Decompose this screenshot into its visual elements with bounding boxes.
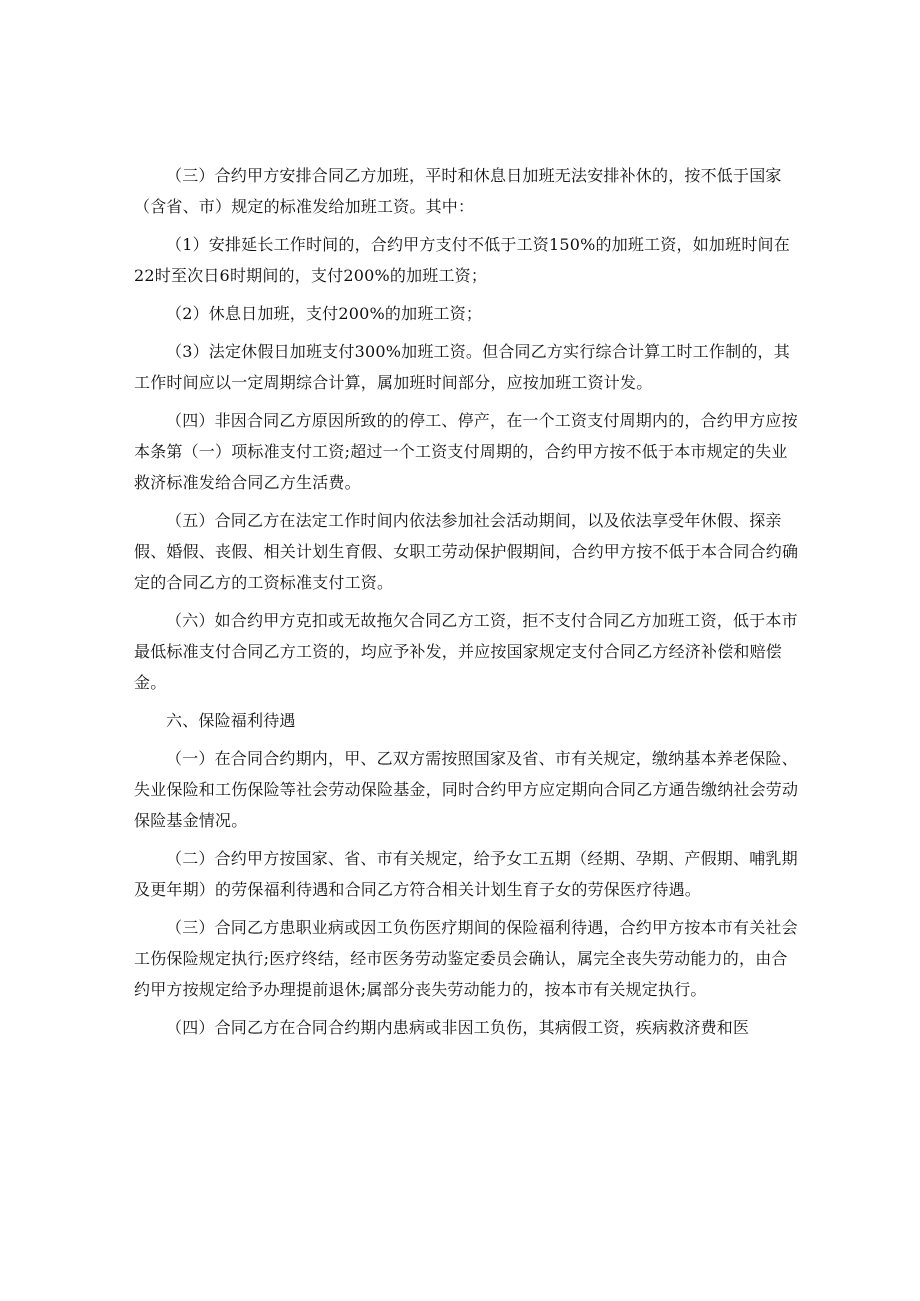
paragraph-work-stoppage: （四）非因合同乙方原因所致的的停工、停产，在一个工资支付周期内的，合约甲方应按本条第（一）项标准支付工资;超过一个工资支付周期的，合约甲方按不低于本市规定的失业救济标准发给合同乙方生活费。 xyxy=(134,411,798,492)
paragraph-female-worker-benefits: （二）合约甲方按国家、省、市有关规定，给予女工五期（经期、孕期、产假期、哺乳期及更年期）的劳保福利待遇和合同乙方符合相关计划生育子女的劳保医疗待遇。 xyxy=(134,849,798,899)
paragraph-occupational-injury: （三）合同乙方患职业病或因工负伤医疗期间的保险福利待遇，合约甲方按本市有关社会工伤保险规定执行;医疗终结，经市医务劳动鉴定委员会确认，属完全丧失劳动能力的，由合约甲方按规定给予办理提前退休;属部分丧失劳动能力的，按本市有关规定执行。 xyxy=(134,918,798,999)
paragraph-social-insurance: （一）在合同合约期内，甲、乙双方需按照国家及省、市有关规定，缴纳基本养老保险、失业保险和工伤保险等社会劳动保险基金，同时合约甲方应定期向合同乙方通告缴纳社会劳动保险基金情况。 xyxy=(134,749,799,830)
paragraph-sick-leave: （四）合同乙方在合同合约期内患病或非因工负伤，其病假工资，疾病救济费和医 xyxy=(166,1018,750,1037)
paragraph-paid-leave: （五）合同乙方在法定工作时间内依法参加社会活动期间，以及依法享受年休假、探亲假、婚假、丧假、相关计划生育假、女职工劳动保护假期间，合约甲方按不低于本合同合约确定的合同乙方的工资标准支付工资。 xyxy=(134,511,799,592)
document-body xyxy=(134,160,799,1043)
section-heading-insurance-welfare: 六、保险福利待遇 xyxy=(166,711,296,730)
paragraph-extended-hours-pay: （1）安排延长工作时间的，合约甲方支付不低于工资150%的加班工资，如加班时间在22时至次日6时期间的，支付200%的加班工资； xyxy=(134,235,790,285)
paragraph-holiday-pay: （3）法定休假日加班支付300%加班工资。但合同乙方实行综合计算工时工作制的，其工作时间应以一定周期综合计算，属加班时间部分，应按加班工资计发。 xyxy=(134,342,790,392)
paragraph-wage-arrears: （六）如合约甲方克扣或无故拖欠合同乙方工资，拒不支付合同乙方加班工资，低于本市最低标准支付合同乙方工资的，均应予补发，并应按国家规定支付合同乙方经济补偿和赔偿金。 xyxy=(134,611,798,692)
paragraph-rest-day-pay: （2）休息日加班，支付200%的加班工资； xyxy=(166,304,483,323)
paragraph-overtime-arrangement: （三）合约甲方安排合同乙方加班，平时和休息日加班无法安排补休的，按不低于国家（含省、市）规定的标准发给加班工资。其中： xyxy=(134,166,782,216)
